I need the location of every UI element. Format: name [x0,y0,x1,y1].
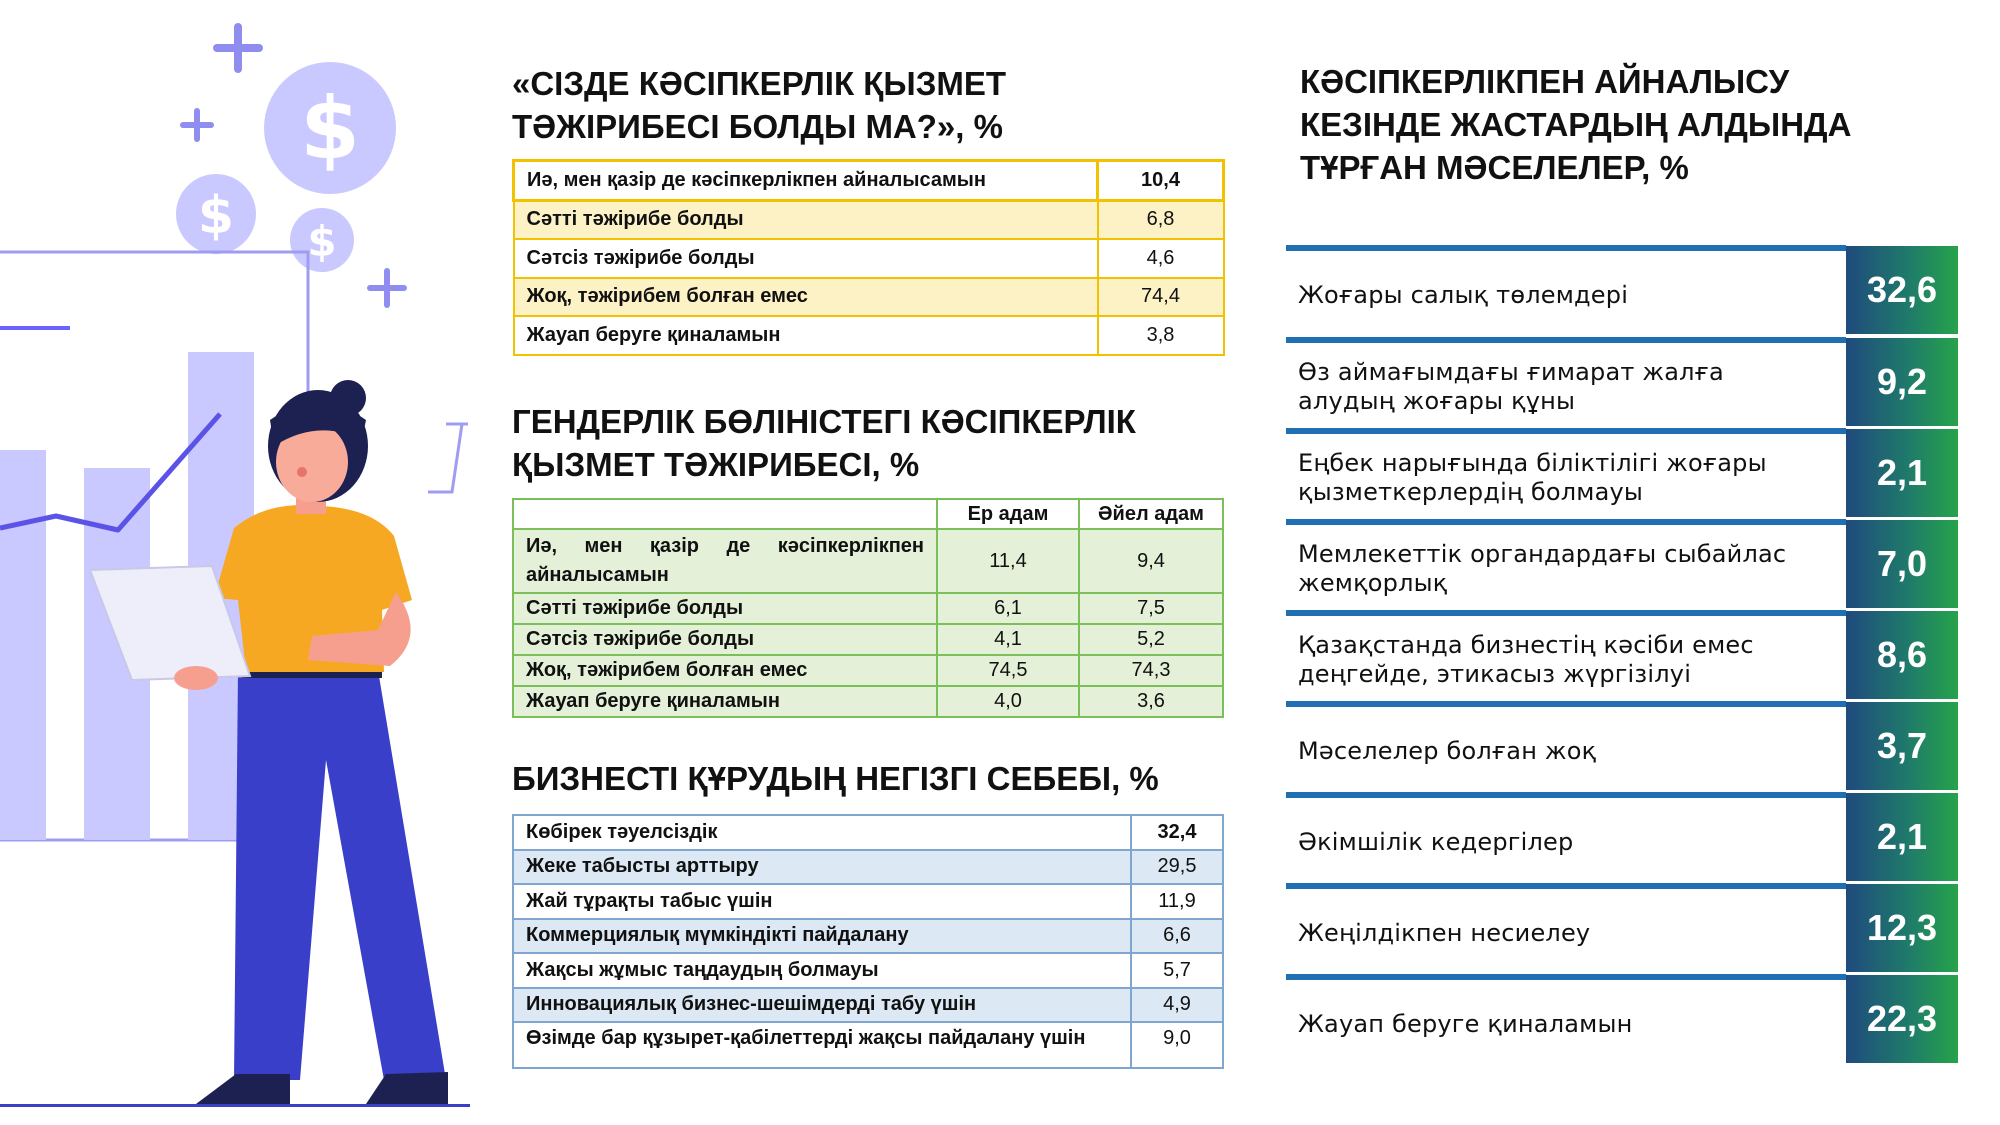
table-row: Сәтті тәжірибе болды 6,8 [514,200,1224,239]
table-row: Сәтсіз тәжірибе болды 4,1 5,2 [513,624,1223,655]
section3-title: БИЗНЕСТІ ҚҰРУДЫҢ НЕГІЗГІ СЕБЕБІ, % [512,760,1159,797]
table-row: Жақсы жұмыс таңдаудың болмауы 5,7 [513,953,1223,988]
plus-icon [367,268,407,308]
column-header-female: Әйел адам [1079,499,1223,529]
table-row: Коммерциялық мүмкіндікті пайдалану 6,6 [513,919,1223,954]
illustration [0,0,480,1125]
table-row: Инновациялық бизнес-шешімдерді табу үшін 4,9 [513,988,1223,1023]
list-item: Жеңілдікпен несиелеу 12,3 [1286,883,1958,972]
dollar-coin-icon [176,174,256,254]
list-item: Жауап беруге қиналамын 22,3 [1286,974,1958,1063]
table-row: Жоқ, тәжірибем болған емес 74,4 [514,278,1224,317]
list-item: Мәселелер болған жоқ 3,7 [1286,701,1958,790]
table-row: Сәтті тәжірибе болды 6,1 7,5 [513,593,1223,624]
list-item: Өз аймағымдағы ғимарат жалға алудың жоғары құны 9,2 [1286,337,1958,426]
experience-table [512,159,1225,356]
table-row: Иә, мен қазір де кәсіпкерлікпен айналысамын 11,4 9,4 [513,529,1223,593]
table-row: Өзімде бар құзырет-қабілеттерді жақсы пайдалану үшін 9,0 [513,1022,1223,1068]
section1-title: «СІЗДЕ КӘСІПКЕРЛІК ҚЫЗМЕТ ТӘЖІРИБЕСІ БОЛДЫ МА?», % [512,65,1007,145]
list-item: Қазақстанда бизнестің кәсіби емес деңгейде, этикасыз жүргізілуі 8,6 [1286,610,1958,699]
gender-table [512,498,1224,718]
plus-icon [213,23,263,73]
table-row: Жеке табысты арттыру 29,5 [513,850,1223,885]
section4-title: КӘСІПКЕРЛІКПЕН АЙНАЛЫСУ КЕЗІНДЕ ЖАСТАРДЫҢ АЛДЫНДА ТҰРҒАН МӘСЕЛЕЛЕР, % [1300,63,1852,186]
table-row: Көбірек тәуелсіздік 32,4 [513,815,1223,850]
table-row: Жауап беруге қиналамын 3,8 [514,316,1224,355]
table-header-row [513,499,1223,529]
list-item: Әкімшілік кедергілер 2,1 [1286,792,1958,881]
reasons-table [512,814,1224,1069]
list-item: Жоғары салық төлемдері 32,6 [1286,245,1958,334]
svg-text:$: $ [307,217,337,266]
list-item: Еңбек нарығында біліктілігі жоғары қызметкерлердің болмауы 2,1 [1286,428,1958,517]
svg-text:$: $ [197,186,235,246]
plus-icon [180,108,214,142]
table-row: Жоқ, тәжірибем болған емес 74,5 74,3 [513,655,1223,686]
table-row: Иә, мен қазір де кәсіпкерлікпен айналысамын 10,4 [514,161,1224,201]
list-item: Мемлекеттік органдардағы сыбайлас жемқорлық 7,0 [1286,519,1958,608]
dollar-coin-icon [264,62,396,194]
section2-title: ГЕНДЕРЛІК БӨЛІНІСТЕГІ КӘСІПКЕРЛІК ҚЫЗМЕТ ТӘЖІРИБЕСІ, % [512,403,1136,483]
table-row: Сәтсіз тәжірибе болды 4,6 [514,239,1224,278]
table-row: Жай тұрақты табыс үшін 11,9 [513,884,1223,919]
svg-text:$: $ [300,79,360,179]
column-header-male: Ер адам [937,499,1079,529]
dollar-coin-icon [290,208,354,272]
table-row: Жауап беруге қиналамын 4,0 3,6 [513,686,1223,717]
